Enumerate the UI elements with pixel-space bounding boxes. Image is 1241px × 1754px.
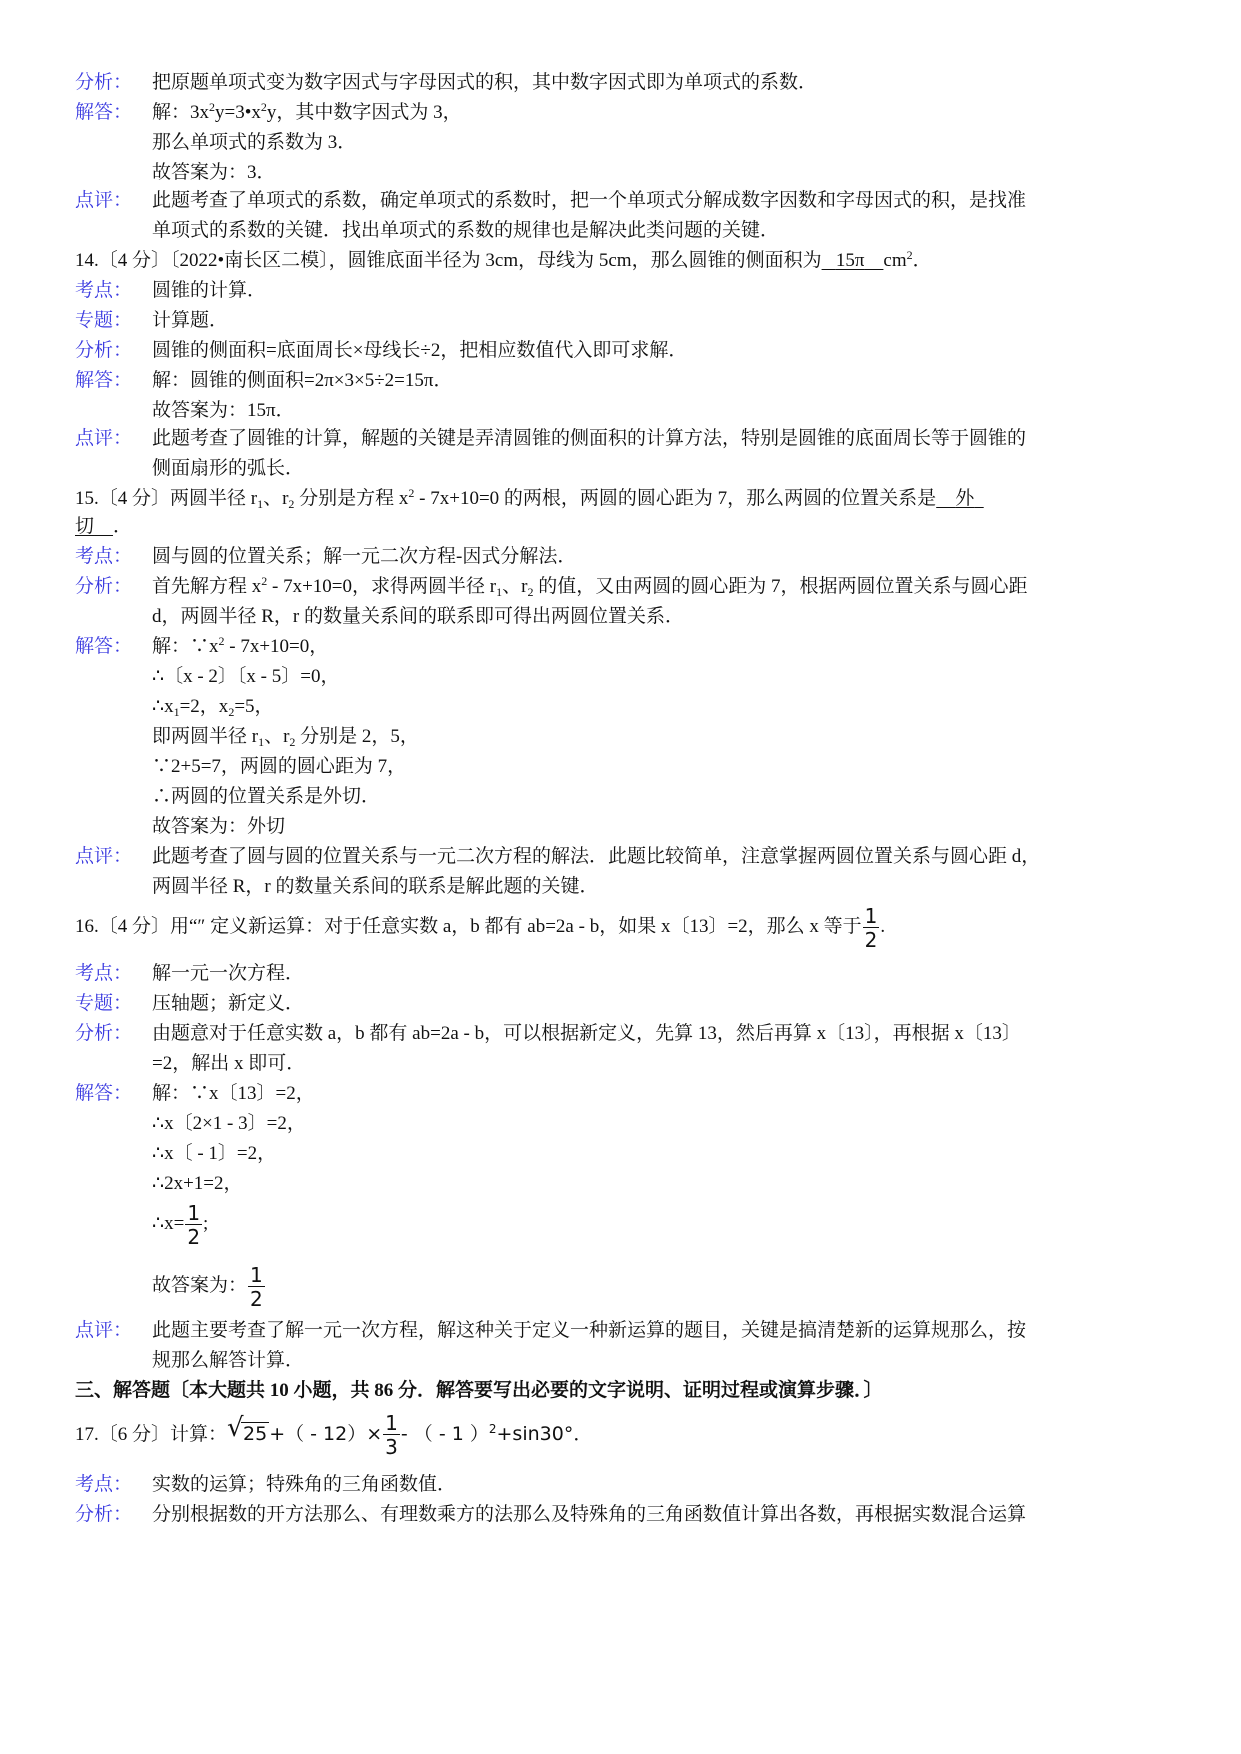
label-comment: 点评： [75, 428, 133, 449]
q16-solution-line-5: ∴x= $\frac{1}{2}$ ; [152, 1200, 209, 1249]
label-analysis: 分析： [75, 340, 133, 361]
q17-stem: 17.〔6 分〕计算： √ 25 +（ - 12）× $\frac{1}{3}$ - （ - 1 ）$^2$+sin30°． [75, 1410, 593, 1459]
label-topic: 专题： [75, 993, 133, 1014]
label-key-point: 考点： [75, 1474, 133, 1495]
p13-comment-line-2: 单项式的系数的关键．找出单项式的系数的规律也是解决此类问题的关键． [152, 220, 780, 241]
q15-solution-line-5: ∵2+5=7，两圆的圆心距为 7， [152, 756, 407, 777]
q15-solution-line-3: $\therefore x_1=2$，$x_2=5$， [152, 696, 274, 719]
q15-answer-blank-1: 外 [955, 488, 975, 509]
q16-comment-line-1: 此题主要考查了解一元一次方程，解这种关于定义一种新运算的题目，关键是搞清楚新的运算规那么，按 [152, 1320, 1027, 1341]
p13-solution-line-3: 故答案为：3． [152, 162, 276, 183]
q15-analysis-line-1: 首先解方程 $x^2 - 7x+10=0$，求得两圆半径 $r_1$、$r_2$ 的值，又由两圆的圆心距为 7，根据两圆位置关系与圆心距 [152, 574, 1028, 599]
q14-analysis: 圆锥的侧面积=底面周长×母线长÷2，把相应数值代入即可求解． [152, 340, 688, 361]
q17-analysis: 分别根据数的开方法那么、有理数乘方的法那么及特殊角的三角函数值计算出各数，再根据实数混合运算 [152, 1504, 1027, 1525]
q14-key-point: 圆锥的计算． [152, 280, 267, 301]
q15-comment-line-2: 两圆半径 R，r 的数量关系间的联系是解此题的关键． [152, 876, 599, 897]
p13-comment-line-1: 此题考查了单项式的系数，确定单项式的系数时，把一个单项式分解成数字因数和字母因式的积，是找准 [152, 190, 1027, 211]
q14-solution-line-2: 故答案为：15π． [152, 400, 295, 421]
q16-analysis-line-1: 由题意对于任意实数 a，b 都有 ab=2a - b，可以根据新定义，先算 13，然后再算 x〔13〕，再根据 x〔13〕 [152, 1023, 1021, 1044]
p13-solution-line-2: 那么单项式的系数为 3． [152, 132, 357, 153]
q16-solution-line-2: ∴x〔2×1 - 3〕=2， [152, 1113, 306, 1134]
label-comment: 点评： [75, 1320, 133, 1341]
q15-key-point: 圆与圆的位置关系；解一元二次方程-因式分解法． [152, 546, 577, 567]
label-topic: 专题： [75, 310, 133, 331]
q14-answer-blank: 15π [835, 250, 865, 271]
q15-solution-line-2: ∴〔x - 2〕〔x - 5〕=0， [152, 666, 340, 687]
label-key-point: 考点： [75, 963, 133, 984]
label-solution: 解答： [75, 370, 133, 391]
q16-comment-line-2: 规那么解答计算． [152, 1350, 305, 1371]
q15-stem-line-2: 切 ． [75, 516, 133, 537]
q16-solution-line-6: 故答案为： $\frac{1}{2}$ [152, 1262, 263, 1311]
q15-solution-line-7: 故答案为：外切 [152, 816, 286, 837]
label-analysis: 分析： [75, 72, 133, 93]
q16-solution-line-1: 解：∵x〔13〕=2， [152, 1083, 315, 1104]
label-key-point: 考点： [75, 546, 133, 567]
q15-comment-line-1: 此题考查了圆与圆的位置关系与一元二次方程的解法．此题比较简单，注意掌握两圆位置关系与圆心距 d， [152, 846, 1041, 867]
q15-stem-line-1: 15.〔4 分〕两圆半径 $r_1$、$r_2$ 分别是方程 $x^2 - 7x+10=0$ 的两根，两圆的圆心距为 7，那么两圆的位置关系是 外 [75, 487, 984, 511]
p13-solution-line-1: 解：$3x^2y=3•x^2y$，其中数字因式为 3， [152, 100, 462, 123]
label-solution: 解答： [75, 636, 133, 657]
q14-topic: 计算题． [152, 310, 229, 331]
q16-topic: 压轴题；新定义． [152, 993, 305, 1014]
q14-comment-line-1: 此题考查了圆锥的计算，解题的关键是弄清圆锥的侧面积的计算方法，特别是圆锥的底面周长等于圆锥的 [152, 428, 1027, 449]
q16-stem: 16.〔4 分〕用“″ 定义新运算：对于任意实数 a，b 都有 ab=2a - b，如果 x〔13〕=2，那么 x 等于 $\frac{1}{2}$ . [75, 903, 886, 952]
label-comment: 点评： [75, 846, 133, 867]
label-solution: 解答： [75, 1083, 133, 1104]
q15-solution-line-6: ∴两圆的位置关系是外切． [152, 786, 381, 807]
label-analysis: 分析： [75, 1504, 133, 1525]
q16-analysis-line-2: =2，解出 x 即可． [152, 1053, 306, 1074]
q15-solution-line-1: 解：$\because x^2 - 7x+10=0$， [152, 634, 329, 657]
section-heading: 三、解答题〔本大题共 10 小题，共 86 分．解答要写出必要的文字说明、证明过程或演算步骤．〕 [75, 1380, 883, 1401]
q15-analysis-line-2: d，两圆半径 R，r 的数量关系间的联系即可得出两圆位置关系． [152, 606, 685, 627]
label-key-point: 考点： [75, 280, 133, 301]
q16-solution-line-4: ∴2x+1=2， [152, 1173, 243, 1194]
q15-answer-blank-2: 切 [75, 516, 95, 537]
q14-solution-line-1: 解：圆锥的侧面积=2π×3×5÷2=15π． [152, 370, 453, 391]
q16-solution-line-3: ∴x〔 - 1〕=2， [152, 1143, 277, 1164]
q15-solution-line-4: 即两圆半径 $r_1$、$r_2$ 分别是 2，5， [152, 726, 419, 749]
sqrt-symbol: √ 25 [227, 1413, 268, 1445]
q14-comment-line-2: 侧面扇形的弧长． [152, 458, 305, 479]
q14-stem: 14.〔4 分〕〔2022•南长区二模〕，圆锥底面半径为 3cm，母线为 5cm，那么圆锥的侧面积为 15π $cm^2$． [75, 248, 932, 271]
label-analysis: 分析： [75, 1023, 133, 1044]
label-comment: 点评： [75, 190, 133, 211]
label-solution: 解答： [75, 102, 133, 123]
p13-analysis: 把原题单项式变为数字因式与字母因式的积，其中数字因式即为单项式的系数． [152, 72, 818, 93]
q17-expression: √ 25 +（ - 12）× $\frac{1}{3}$ - （ - 1 ）$^2$+sin30° [227, 1410, 574, 1459]
q17-key-point: 实数的运算；特殊角的三角函数值． [152, 1474, 457, 1495]
label-analysis: 分析： [75, 576, 133, 597]
q16-answer-fraction: $\frac{1}{2}$ [864, 903, 878, 952]
q16-key-point: 解一元一次方程． [152, 963, 305, 984]
